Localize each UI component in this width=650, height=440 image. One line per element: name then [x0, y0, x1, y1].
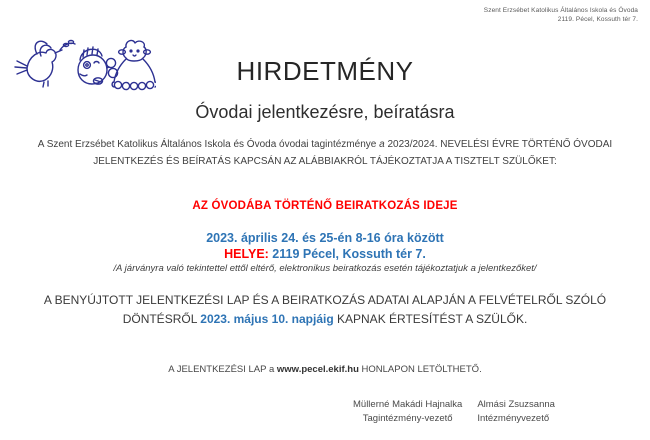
org-address: [484, 7, 638, 24]
intro-text-2: 2023/2024. NEVELÉSI ÉVRE TÖRTÉNŐ ÓVODAI JELENTKEZÉS ÉS BEÍRATÁS KAPCSÁN AZ ALÁBBIAKRÓL TÁJÉKOZTATJA A TISZTELT SZÜLŐKET:: [93, 139, 613, 167]
intro-paragraph: [0, 136, 650, 170]
place-label: HELYE:: [224, 247, 269, 261]
download-note: [0, 364, 650, 375]
org-address-line2: 2119. Pécel, Kossuth tér 7.: [557, 15, 638, 23]
decision-paragraph: [0, 291, 650, 329]
signature-role: Tagintézmény-vezető: [362, 412, 453, 424]
signature-name: Müllerné Makádi Hajnalka: [353, 399, 463, 410]
page-title: HIRDETMÉNY: [236, 56, 414, 86]
signature-block: [353, 398, 555, 425]
enrollment-place: [0, 247, 650, 261]
decision-text-1: A BENYÚJTOTT JELENTKEZÉSI LAP ÉS A BEIRATKOZÁS ADATAI ALAPJÁN A FELVÉTELRŐL SZÓLÓ DÖNTÉSRŐL: [43, 293, 607, 326]
intro-italic-a: a: [379, 139, 385, 150]
org-address-line1: Szent Erzsébet Katolikus Általános Iskola és Óvoda: [483, 7, 638, 14]
place-value: 2119 Pécel, Kossuth tér 7.: [268, 247, 426, 261]
decision-deadline: 2023. május 10. napjáig: [200, 312, 334, 326]
signature-role: Intézményvezető: [477, 412, 550, 424]
download-url: www.pecel.ekif.hu: [276, 364, 359, 375]
intro-text-1: A Szent Erzsébet Katolikus Általános Iskola és Óvoda óvodai tagintézménye: [37, 139, 380, 150]
download-text-1: A JELENTKEZÉSI LAP a: [168, 364, 277, 375]
signature-tagintezmeny: [353, 398, 462, 425]
enrollment-date: 2023. április 24. és 25-én 8-16 óra között: [206, 231, 444, 245]
signature-intezmeny: [477, 398, 555, 425]
covid-note: /A járványra való tekintettel ettől eltérő, elektronikus beiratkozás esetén tájékoztatjuk a jelentkezőket/: [113, 263, 537, 274]
decision-text-2: KAPNAK ÉRTESÍTÉST A SZÜLŐK.: [333, 312, 528, 326]
enrollment-heading: AZ ÓVODÁBA TÖRTÉNŐ BEIRATKOZÁS IDEJE: [192, 200, 458, 212]
page-subtitle: Óvodai jelentkezésre, beíratásra: [195, 102, 455, 122]
signature-name: Almási Zsuzsanna: [477, 399, 555, 410]
download-text-2: HONLAPON LETÖLTHETŐ.: [358, 364, 482, 375]
